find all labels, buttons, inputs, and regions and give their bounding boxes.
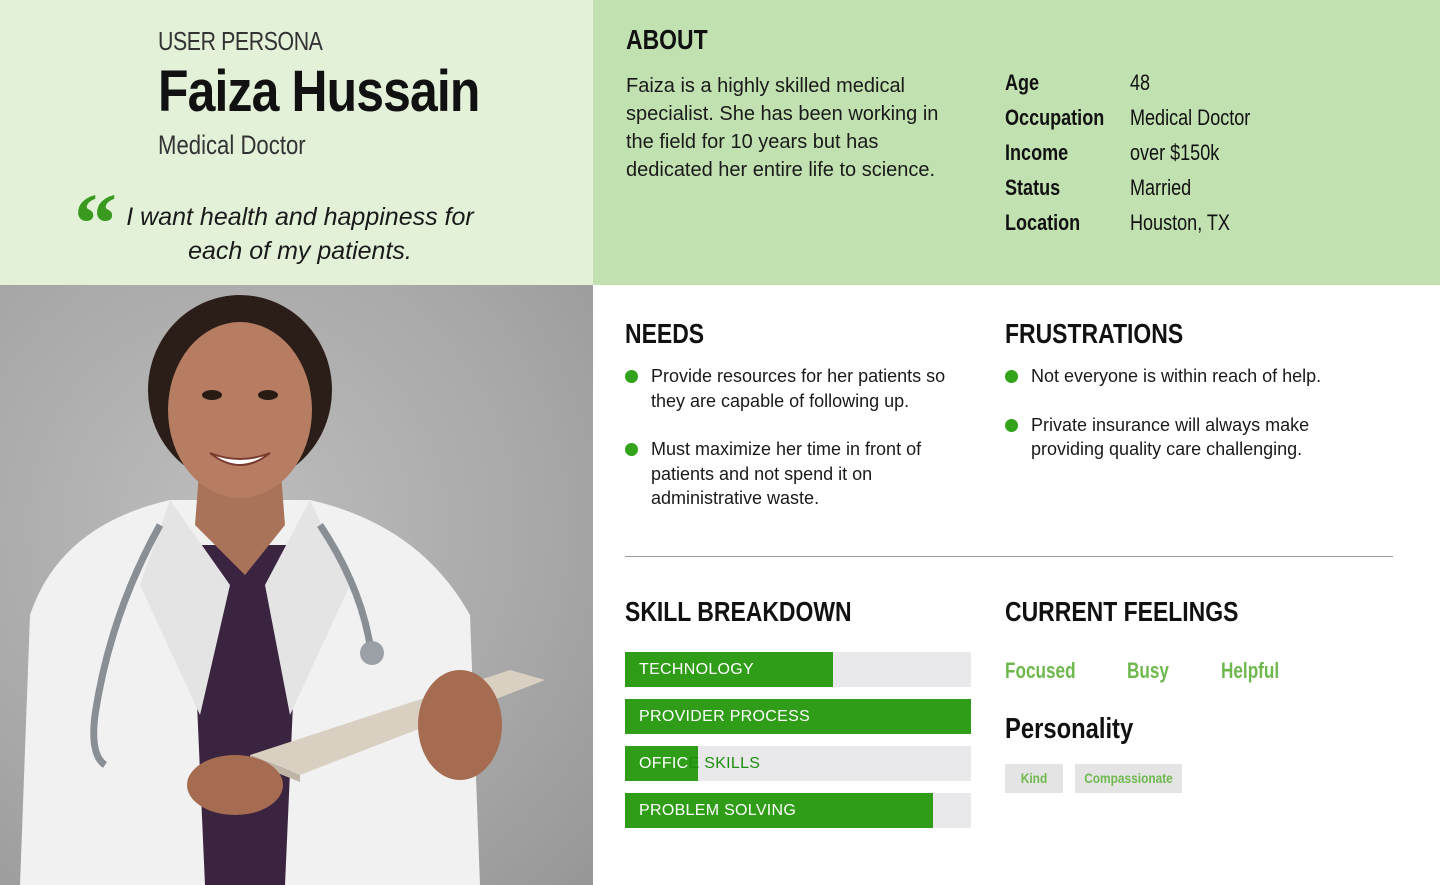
frustrations-title: FRUSTRATIONS — [1005, 318, 1184, 349]
need-text: Provide resources for her patients so they are capable of following up. — [651, 366, 946, 411]
fact-value: over $150k — [1130, 140, 1220, 165]
fact-label: Status — [1005, 175, 1061, 200]
about-title: ABOUT — [626, 24, 708, 55]
personality-tag-kind — [1005, 764, 1063, 793]
personality-tag-compassionate — [1075, 764, 1182, 793]
persona-header — [0, 0, 593, 285]
section-divider — [625, 556, 1393, 557]
frustration-text: Private insurance will always make providing quality care challenging. — [1031, 414, 1310, 459]
personality-title: Personality — [1005, 713, 1134, 745]
list-item — [625, 364, 970, 413]
fact-label: Age — [1005, 70, 1040, 95]
fact-row-occupation — [1005, 105, 1305, 140]
fact-value: Medical Doctor — [1130, 105, 1251, 130]
persona-name: Faiza Hussain — [158, 59, 480, 124]
fact-row-age — [1005, 70, 1305, 105]
about-panel — [593, 0, 1440, 285]
fact-label: Occupation — [1005, 105, 1105, 130]
list-item — [625, 437, 970, 511]
list-item — [1005, 364, 1345, 389]
fact-value: Married — [1130, 175, 1192, 200]
skill-bar-office-skills — [625, 746, 971, 781]
persona-photo — [0, 285, 593, 885]
skill-label: PROBLEM SOLVING — [639, 802, 797, 819]
fact-row-location — [1005, 210, 1305, 245]
feeling-helpful: Helpful — [1221, 658, 1280, 683]
skill-bar-technology — [625, 652, 971, 687]
fact-label: Income — [1005, 140, 1069, 165]
tag-label: Kind — [1020, 770, 1048, 786]
needs-list — [625, 364, 970, 535]
fact-row-income — [1005, 140, 1305, 175]
persona-eyebrow: USER PERSONA — [158, 26, 323, 56]
feelings-title: CURRENT FEELINGS — [1005, 596, 1239, 627]
bullet-dot-icon — [1005, 419, 1018, 432]
fact-value: Houston, TX — [1130, 210, 1230, 235]
skill-label: OFFICE SKILLS — [639, 755, 761, 772]
fact-row-status — [1005, 175, 1305, 210]
persona-role: Medical Doctor — [158, 130, 306, 160]
fact-value: 48 — [1130, 70, 1151, 95]
tag-label: Compassionate — [1084, 770, 1173, 786]
bullet-dot-icon — [625, 443, 638, 456]
feeling-busy: Busy — [1127, 658, 1169, 683]
skill-bar-problem-solving — [625, 793, 971, 828]
skill-label: PROVIDER PROCESS — [639, 708, 811, 725]
skill-bar-provider-process — [625, 699, 971, 734]
quote-icon: “ — [74, 175, 117, 271]
skill-label: TECHNOLOGY — [639, 661, 755, 678]
skills-title: SKILL BREAKDOWN — [625, 596, 852, 627]
frustrations-list — [1005, 364, 1345, 486]
bullet-dot-icon — [1005, 370, 1018, 383]
about-text: Faiza is a highly skilled medical specialist. She has been working in the field for 10 years but has dedicated her entire life to science. — [626, 75, 939, 181]
frustration-text: Not everyone is within reach of help. — [1031, 366, 1322, 386]
list-item — [1005, 413, 1345, 462]
needs-title: NEEDS — [625, 318, 705, 349]
persona-quote: I want health and happiness for each of my patients. — [126, 203, 474, 265]
doctor-portrait-illustration — [0, 285, 593, 885]
feeling-focused: Focused — [1005, 658, 1076, 683]
fact-label: Location — [1005, 210, 1081, 235]
bullet-dot-icon — [625, 370, 638, 383]
need-text: Must maximize her time in front of patients and not spend it on administrative waste. — [651, 439, 922, 508]
